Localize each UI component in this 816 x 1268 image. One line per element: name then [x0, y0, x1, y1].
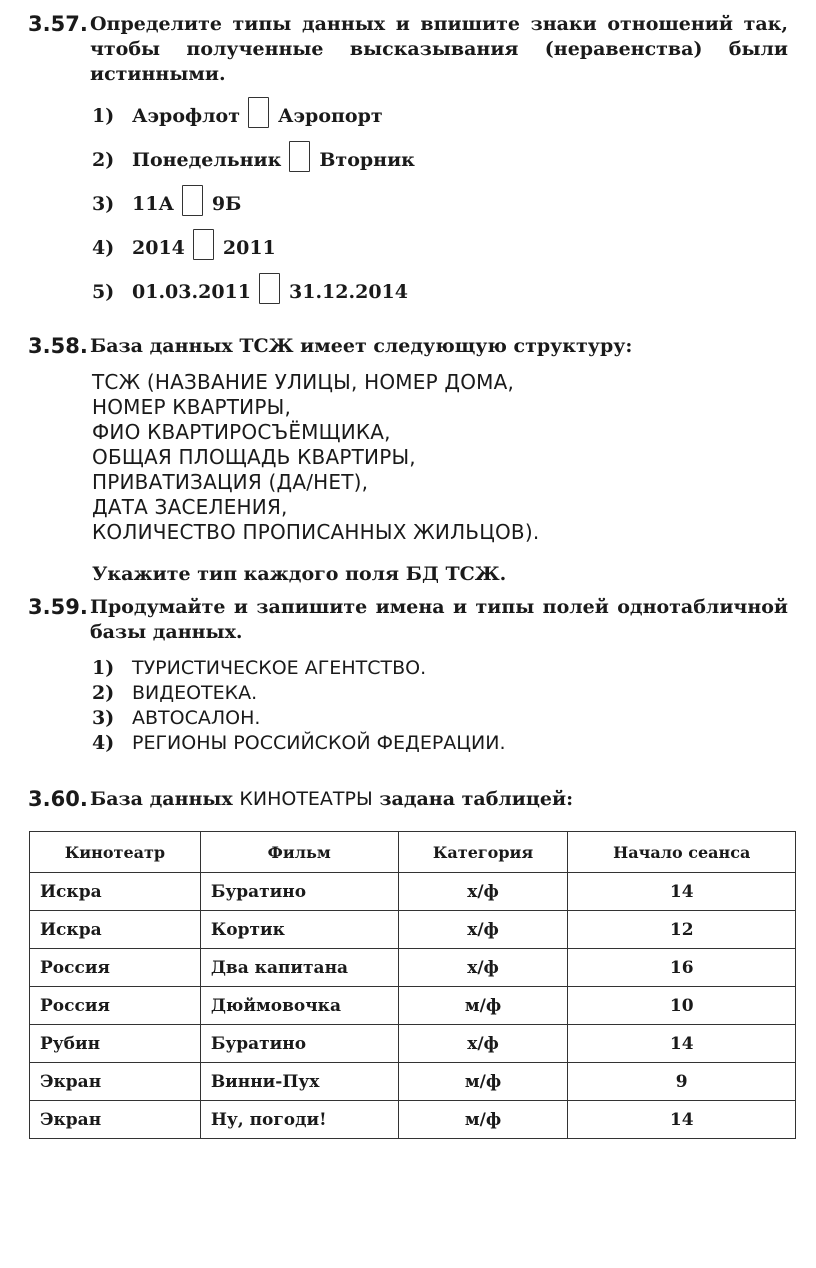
item-left-value: 2014 [132, 237, 185, 259]
item-right-value: 2011 [222, 237, 276, 259]
item-number: 4) [92, 237, 115, 259]
table-cell: Россия [30, 949, 201, 987]
answer-box[interactable] [289, 141, 310, 172]
table-cell: 10 [568, 987, 796, 1025]
item-right-value: Вторник [319, 149, 415, 171]
problem-text-part: задана таблицей: [372, 788, 574, 810]
item-text: РЕГИОНЫ РОССИЙСКОЙ ФЕДЕРАЦИИ. [132, 732, 506, 754]
problem-number: 3.60. [28, 787, 88, 811]
table-cell: Ну, погоди! [200, 1101, 398, 1139]
table-cell: Искра [30, 873, 201, 911]
item-left-value: Понедельник [132, 149, 282, 171]
table-row [30, 1101, 796, 1139]
structure-line: ФИО КВАРТИРОСЪЁМЩИКА, [92, 420, 391, 444]
problem-number: 3.57. [28, 12, 88, 36]
answer-box[interactable] [182, 185, 203, 216]
item-number: 3) [92, 193, 115, 215]
problem-3-60 [28, 787, 788, 812]
table-cell: Рубин [30, 1025, 201, 1063]
table-cell: Буратино [200, 873, 398, 911]
table-row [30, 949, 796, 987]
table-cell: Винни-Пух [200, 1063, 398, 1101]
inequality-item [92, 141, 415, 172]
table-cell: м/ф [398, 987, 568, 1025]
table-cell: м/ф [398, 1063, 568, 1101]
item-text: АВТОСАЛОН. [132, 707, 261, 729]
item-right-value: 31.12.2014 [289, 281, 408, 303]
structure-line: ДАТА ЗАСЕЛЕНИЯ, [92, 495, 288, 519]
structure-line: ОБЩАЯ ПЛОЩАДЬ КВАРТИРЫ, [92, 445, 416, 469]
problem-text: База данных ТСЖ имеет следующую структуру: [90, 335, 633, 357]
table-cell: Буратино [200, 1025, 398, 1063]
item-left-value: Аэрофлот [132, 105, 240, 127]
table-row [30, 911, 796, 949]
column-header: Кинотеатр [30, 832, 201, 873]
table-cell: 12 [568, 911, 796, 949]
table-cell: Россия [30, 987, 201, 1025]
task-label: Укажите тип каждого поля БД ТСЖ. [92, 563, 507, 585]
inequality-item [92, 185, 241, 216]
answer-box[interactable] [248, 97, 269, 128]
db-list [92, 656, 506, 756]
problem-number: 3.59. [28, 595, 88, 619]
list-item [92, 656, 506, 681]
table-cell: Кортик [200, 911, 398, 949]
item-text: ВИДЕОТЕКА. [132, 682, 258, 704]
problem-3-58 [28, 334, 788, 359]
db-structure [92, 370, 539, 545]
item-left-value: 01.03.2011 [132, 281, 251, 303]
item-right-value: 9Б [211, 193, 242, 215]
table-cell: 16 [568, 949, 796, 987]
table-cell: х/ф [398, 911, 568, 949]
answer-box[interactable] [193, 229, 214, 260]
structure-line: ТСЖ (НАЗВАНИЕ УЛИЦЫ, НОМЕР ДОМА, [92, 370, 515, 394]
item-number: 3) [92, 707, 115, 729]
inequality-item [92, 229, 276, 260]
item-number: 4) [92, 732, 115, 754]
problem-text-part: База данных [90, 788, 240, 810]
list-item [92, 681, 506, 706]
problem-number: 3.58. [28, 334, 88, 358]
table-row [30, 873, 796, 911]
table-cell: х/ф [398, 949, 568, 987]
problem-3-57 [28, 12, 788, 87]
structure-line: КОЛИЧЕСТВО ПРОПИСАННЫХ ЖИЛЬЦОВ). [92, 520, 540, 544]
table-row [30, 1025, 796, 1063]
table-row [30, 987, 796, 1025]
table-cell: 14 [568, 1101, 796, 1139]
table-cell: Экран [30, 1063, 201, 1101]
db-name: КИНОТЕАТРЫ [239, 788, 373, 810]
table-cell: Экран [30, 1101, 201, 1139]
column-header: Начало сеанса [568, 832, 796, 873]
cinema-table [29, 831, 796, 1139]
problem-text [90, 787, 788, 812]
table-cell: Два капитана [200, 949, 398, 987]
list-item [92, 731, 506, 756]
table-cell: х/ф [398, 1025, 568, 1063]
item-number: 1) [92, 657, 115, 679]
item-right-value: Аэропорт [277, 105, 383, 127]
table-cell: м/ф [398, 1101, 568, 1139]
structure-line: НОМЕР КВАРТИРЫ, [92, 395, 291, 419]
table-cell: 14 [568, 873, 796, 911]
problem-3-59 [28, 595, 788, 645]
inequality-item [92, 97, 383, 128]
table-cell: 9 [568, 1063, 796, 1101]
inequality-item [92, 273, 408, 304]
item-left-value: 11А [132, 193, 174, 215]
item-number: 5) [92, 281, 115, 303]
item-number: 1) [92, 105, 115, 127]
item-number: 2) [92, 682, 115, 704]
problem-text: Продумайте и запишите имена и типы полей однотабличной базы данных. [90, 596, 788, 643]
structure-line: ПРИВАТИЗАЦИЯ (ДА/НЕТ), [92, 470, 369, 494]
table-header-row [30, 832, 796, 873]
list-item [92, 706, 506, 731]
table-cell: Искра [30, 911, 201, 949]
column-header: Фильм [200, 832, 398, 873]
task-text [92, 562, 506, 586]
table-row [30, 1063, 796, 1101]
item-number: 2) [92, 149, 115, 171]
item-text: ТУРИСТИЧЕСКОЕ АГЕНТСТВО. [132, 657, 427, 679]
table-cell: х/ф [398, 873, 568, 911]
column-header: Категория [398, 832, 568, 873]
table-cell: 14 [568, 1025, 796, 1063]
table-cell: Дюймовочка [200, 987, 398, 1025]
problem-text: Определите типы данных и впишите знаки отношений так, чтобы полученные высказывания (неравенства) были истинными. [90, 13, 788, 85]
answer-box[interactable] [259, 273, 280, 304]
